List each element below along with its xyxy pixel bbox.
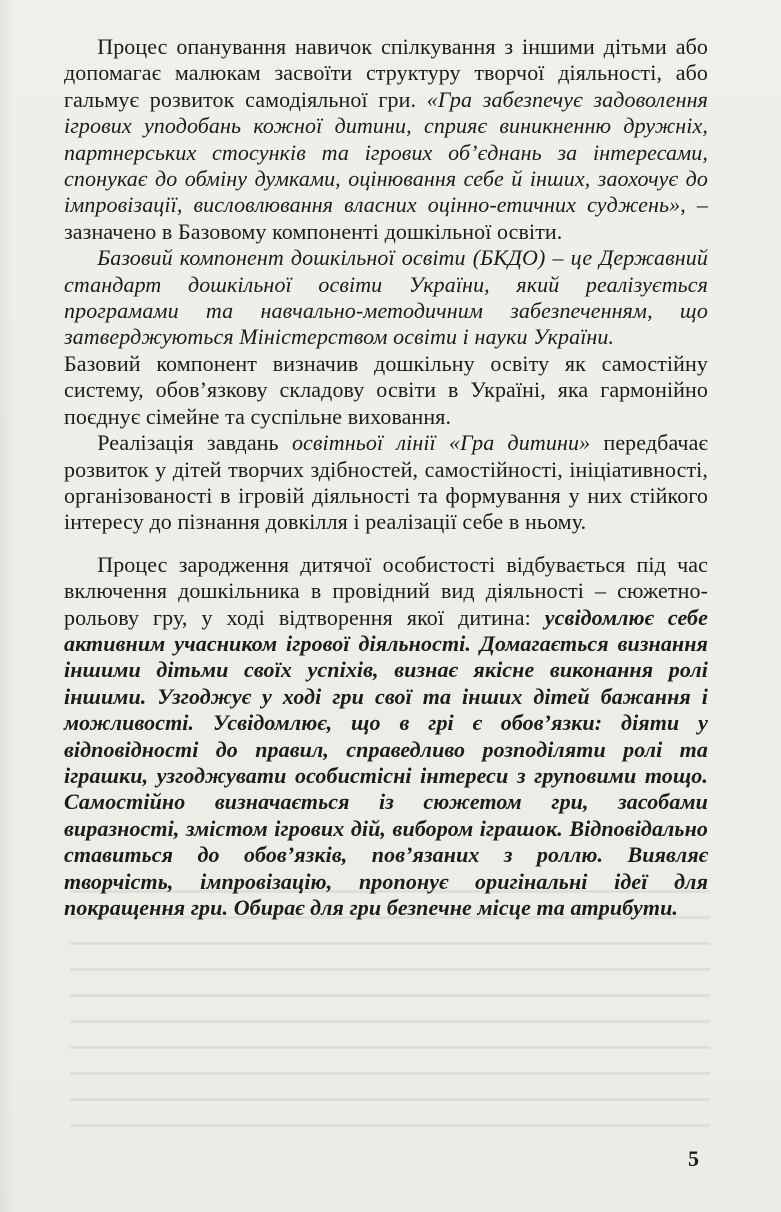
paragraph-4-text-start: Реалізація завдань bbox=[97, 430, 292, 456]
paragraph-role-play bbox=[64, 552, 708, 922]
paragraph-bkdo-definition bbox=[64, 245, 708, 351]
paragraph-2-definition: Базовий компонент дошкільної освіти (БКДО) – це Державний стандарт дошкільної освіти України, який реалізується програмами та навчально-методичним забезпеченням, що затверджуються Міністерством освіти і науки України. bbox=[64, 245, 708, 350]
page-text bbox=[64, 34, 708, 921]
paragraph-1-source: , – зазначено в Базовому компоненті дошкільної освіти. bbox=[64, 192, 708, 244]
paragraph-4-text-end: передбачає розвиток у дітей творчих здібностей, самостійності, ініціативності, організованості в ігровій діяльності та формування у них стійкого інтересу до пізнання довкілля і реалізації себе в ньому. bbox=[64, 430, 708, 535]
paragraph-5-text: Процес зародження дитячої особистості відбувається під час включення дошкільника в провідний вид діяльності – сюжетно-рольову гру, у ході відтворення якої дитина: bbox=[64, 551, 708, 630]
paragraph-educational-line bbox=[64, 430, 708, 536]
paragraph-skills-communication bbox=[64, 34, 708, 245]
paragraph-5-outcomes: усвідомлює себе активним учасником ігрової діяльності. Домагається визнання іншими дітьми своїх успіхів, визнає якісне виконання ролі іншими. Узгоджує у ході гри свої та інших дітей бажання і можливості. Усвідомлює, що в грі є обов’язки: діяти у відповідності до правил, справедливо розподіляти ролі та іграшки, узгоджувати особистісні інтереси з груповими тощо. Самостійно визначається із сюжетом гри, засобами виразності, змістом ігрових дій, вибором іграшок. Відповідально ставиться до обов’язків, пов’язаних з роллю. Виявляє творчість, імпровізацію, пропонує оригінальні ідеї для покращення гри. Обирає для гри безпечне місце та атрибути. bbox=[64, 604, 708, 920]
paragraph-bkdo-system bbox=[64, 351, 708, 430]
reverse-side-bleed-through bbox=[70, 890, 710, 1140]
paragraph-1-text: Процес опанування навичок спілкування з іншими дітьми або допомагає малюкам засвоїти структуру творчої діяльності, або гальмує розвиток самодіяльної гри. bbox=[64, 34, 708, 112]
paragraph-1-quote: «Гра забезпечує задоволення ігрових уподобань кожної дитини, сприяє виникненню дружніх, партнерських стосунків та ігрових об’єднань за інтересами, спонукає до обміну думками, оцінювання себе й інших, заохочує до імпровізації, висловлювання власних оцінно-етичних суджень» bbox=[64, 86, 708, 218]
paragraph-4-line-name: освітньої лінії «Гра дитини» bbox=[291, 430, 591, 456]
paragraph-3-text: Базовий компонент визначив дошкільну освіту як самостійну систему, обов’язкову складову освіти в Україні, яка гармонійно поєднує сімейне та суспільне виховання. bbox=[64, 350, 708, 429]
page-number: 5 bbox=[688, 1146, 699, 1171]
